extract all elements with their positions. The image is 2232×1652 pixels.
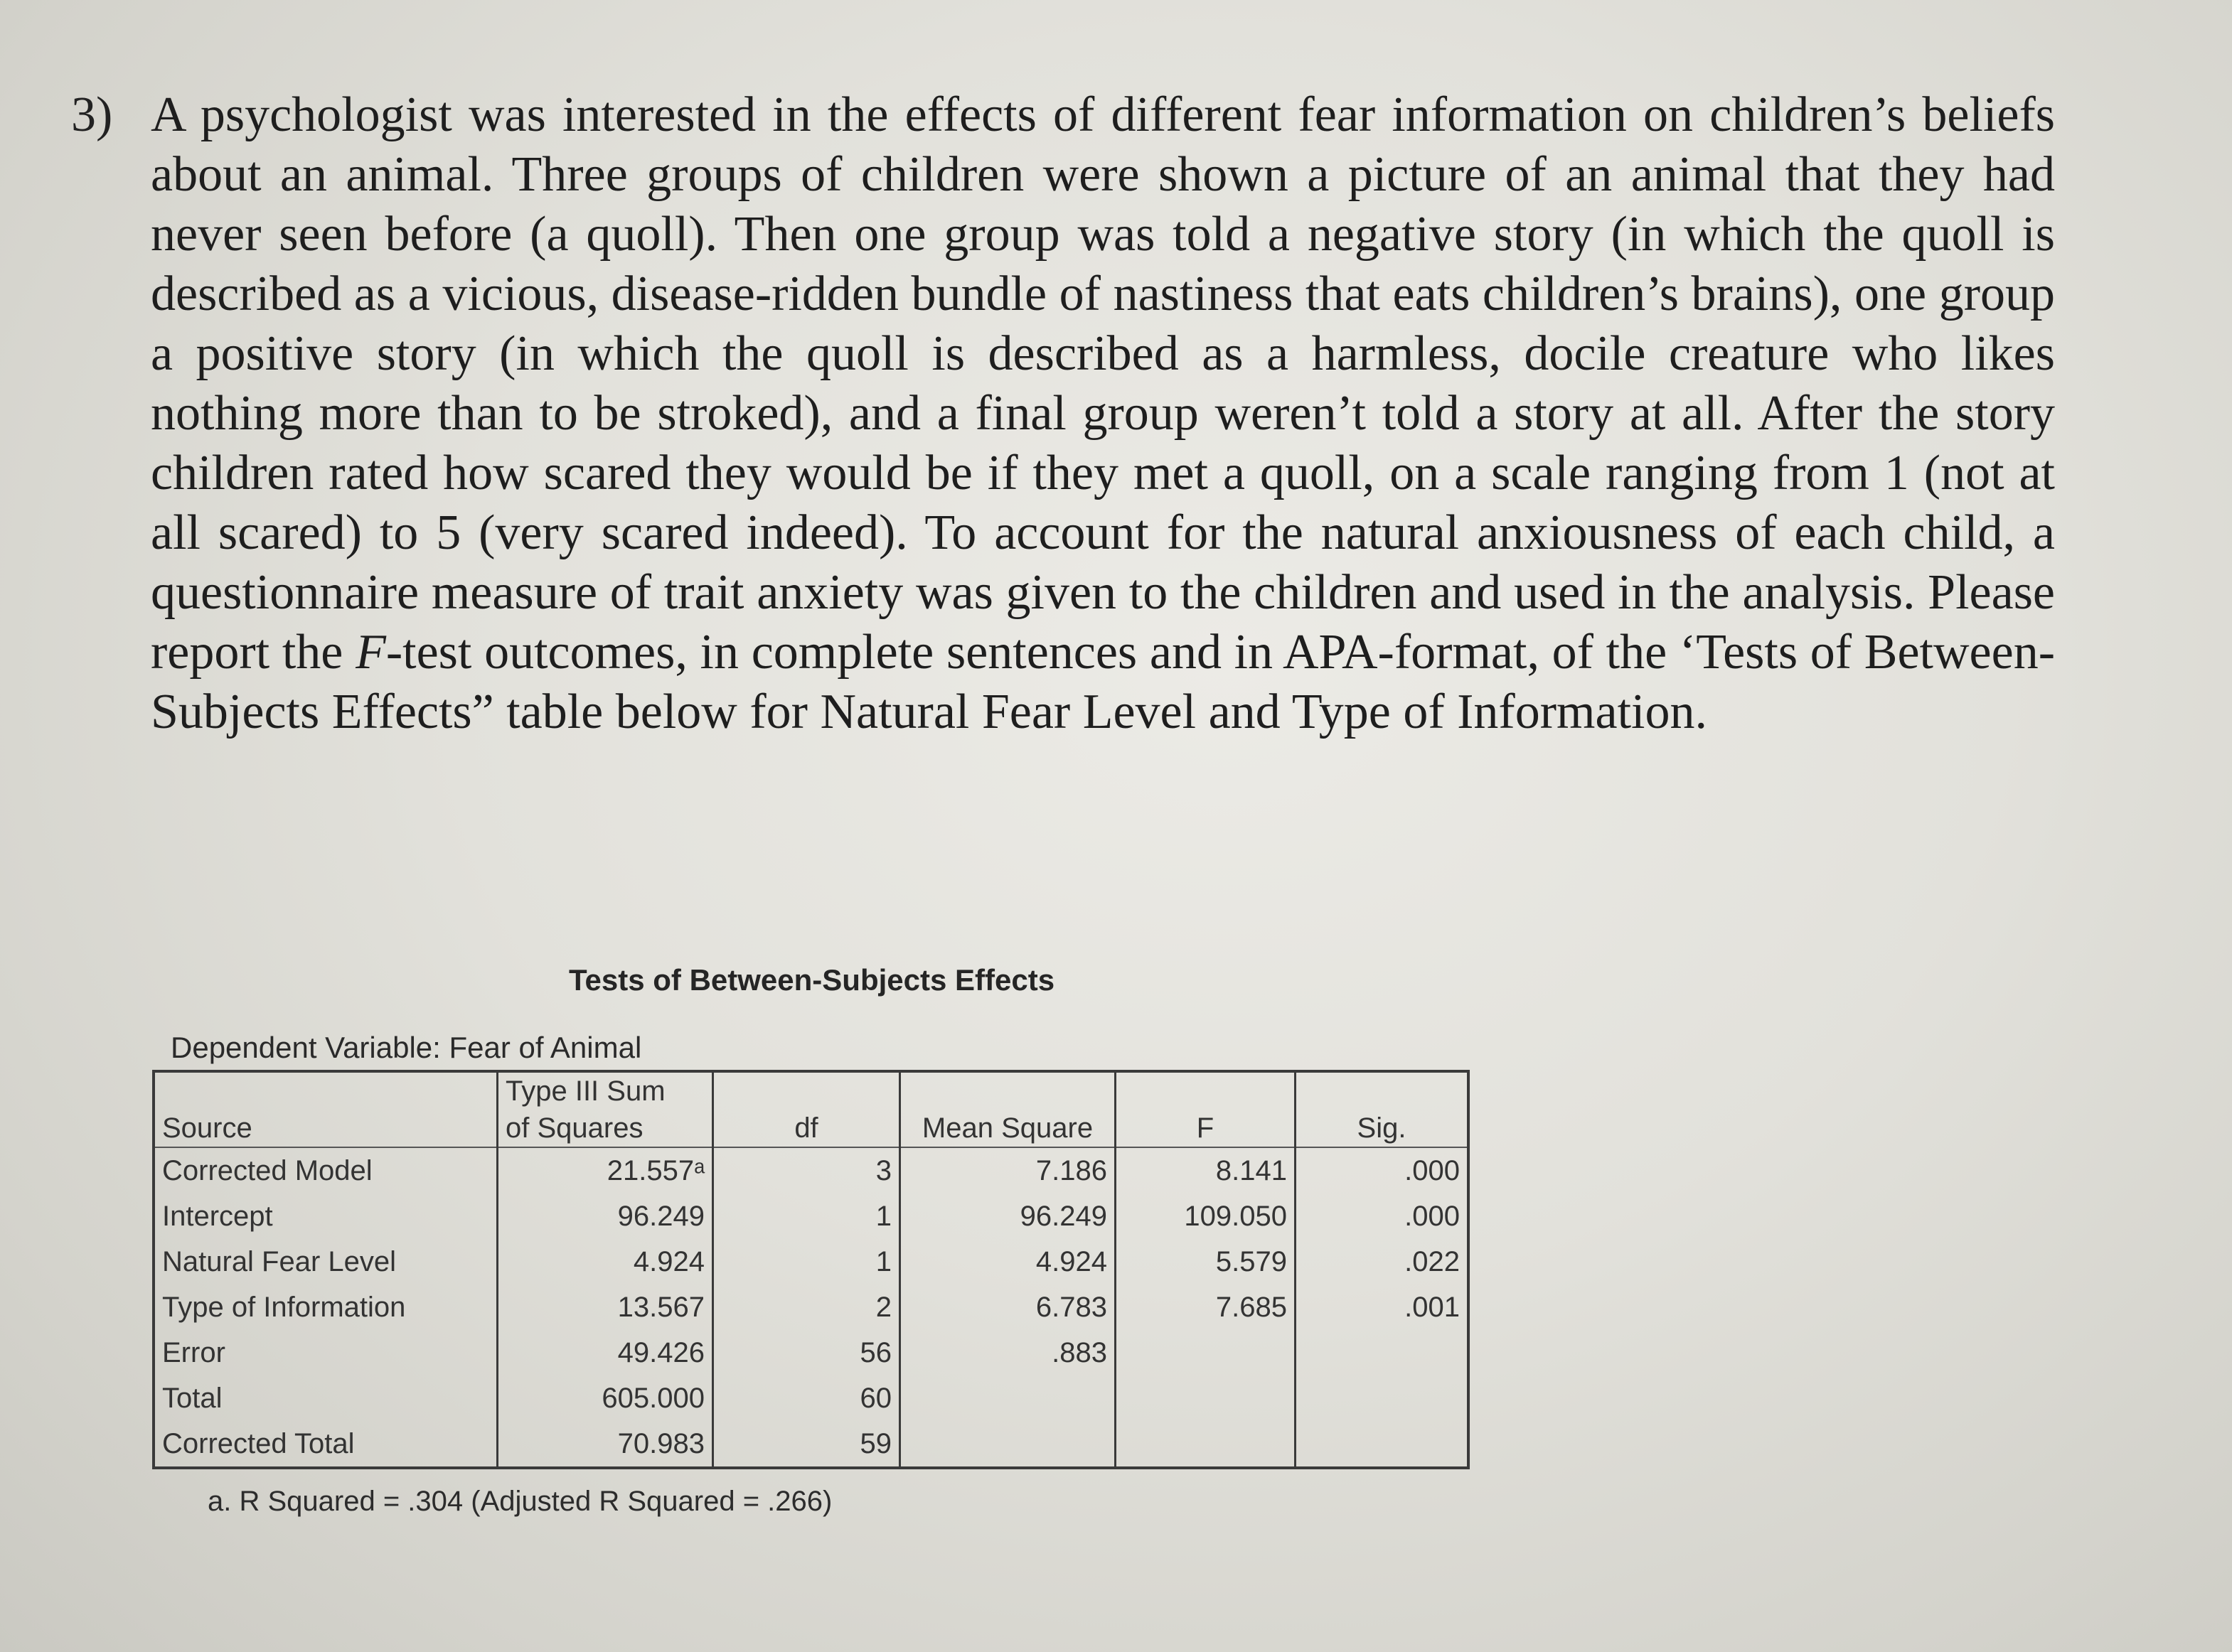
table-footnote: a. R Squared = .304 (Adjusted R Squared = .266) — [208, 1486, 833, 1517]
table-row — [154, 1375, 1468, 1421]
row-f — [1116, 1421, 1296, 1468]
header-mean-square: Mean Square — [900, 1071, 1116, 1147]
row-sig: .001 — [1296, 1284, 1469, 1330]
row-ms: 6.783 — [900, 1284, 1116, 1330]
question-text-part-1: A psychologist was interested in the effects of different fear information on children’s beliefs about an animal. Three groups of children were shown a picture of an animal that they had never seen before (a quoll). Then one group was told a negative story (in which the quoll is described as a vicious, disease-ridden bundle of nastiness that eats children’s brains), one group a positive story (in which the quoll is described as a harmless, docile creature who likes nothing more than to be stroked), and a final group weren’t told a story at all. After the story children rated how scared they would be if they met a quoll, on a scale ranging from 1 (not at all scared) to 5 (very scared indeed). To account for the natural anxiousness of each child, a questionnaire measure of trait anxiety was given to the children and used in the analysis. Please report the — [151, 87, 2055, 680]
row-ss: 4.924 — [498, 1239, 713, 1284]
row-sig — [1296, 1330, 1469, 1375]
header-source: Source — [154, 1071, 498, 1147]
row-f: 8.141 — [1116, 1147, 1296, 1194]
header-ss-line-2: of Squares — [506, 1112, 644, 1144]
row-ss: 605.000 — [498, 1375, 713, 1421]
header-f: F — [1116, 1071, 1296, 1147]
row-source: Corrected Model — [154, 1147, 498, 1194]
row-ss: 96.249 — [498, 1194, 713, 1239]
table-title: Tests of Between-Subjects Effects — [569, 963, 1055, 997]
row-ms: 96.249 — [900, 1194, 1116, 1239]
row-ms: 4.924 — [900, 1239, 1116, 1284]
header-sig: Sig. — [1296, 1071, 1469, 1147]
table-row — [154, 1284, 1468, 1330]
row-source: Natural Fear Level — [154, 1239, 498, 1284]
row-ms: .883 — [900, 1330, 1116, 1375]
table-row — [154, 1147, 1468, 1194]
row-f: 7.685 — [1116, 1284, 1296, 1330]
row-f: 109.050 — [1116, 1194, 1296, 1239]
row-df: 1 — [713, 1194, 900, 1239]
header-ss-line-1: Type III Sum — [506, 1076, 666, 1107]
row-ss: 70.983 — [498, 1421, 713, 1468]
row-ms — [900, 1421, 1116, 1468]
row-ss: 49.426 — [498, 1330, 713, 1375]
row-df: 3 — [713, 1147, 900, 1194]
row-source: Total — [154, 1375, 498, 1421]
question-text-part-2: -test outcomes, in complete sentences and in APA-format, of the ‘Tests of Between-Subjects Effects” table below for Natural Fear Level and Type of Information. — [151, 625, 2056, 739]
row-ss: 13.567 — [498, 1284, 713, 1330]
row-ms: 7.186 — [900, 1147, 1116, 1194]
row-sig: .000 — [1296, 1147, 1469, 1194]
row-ss: 21.557ᵃ — [498, 1147, 713, 1194]
row-f — [1116, 1375, 1296, 1421]
dependent-variable-label: Dependent Variable: Fear of Animal — [171, 1031, 642, 1064]
row-f — [1116, 1330, 1296, 1375]
header-df: df — [713, 1071, 900, 1147]
question-block — [71, 85, 2055, 742]
row-df: 1 — [713, 1239, 900, 1284]
row-df: 56 — [713, 1330, 900, 1375]
row-sig: .000 — [1296, 1194, 1469, 1239]
f-test-letter: F — [356, 625, 386, 680]
row-df: 2 — [713, 1284, 900, 1330]
row-f: 5.579 — [1116, 1239, 1296, 1284]
row-source: Error — [154, 1330, 498, 1375]
row-sig: .022 — [1296, 1239, 1469, 1284]
table-header-row — [154, 1071, 1468, 1147]
table-row — [154, 1194, 1468, 1239]
row-source: Intercept — [154, 1194, 498, 1239]
question-number: 3) — [71, 87, 113, 142]
row-source: Type of Information — [154, 1284, 498, 1330]
table-row — [154, 1239, 1468, 1284]
row-sig — [1296, 1375, 1469, 1421]
row-sig — [1296, 1421, 1469, 1468]
question-text — [151, 85, 2055, 742]
row-df: 60 — [713, 1375, 900, 1421]
table-row — [154, 1421, 1468, 1468]
row-df: 59 — [713, 1421, 900, 1468]
table-row — [154, 1330, 1468, 1375]
between-subjects-effects-table — [152, 1070, 1470, 1469]
row-source: Corrected Total — [154, 1421, 498, 1468]
row-ms — [900, 1375, 1116, 1421]
header-sum-of-squares — [498, 1071, 713, 1147]
